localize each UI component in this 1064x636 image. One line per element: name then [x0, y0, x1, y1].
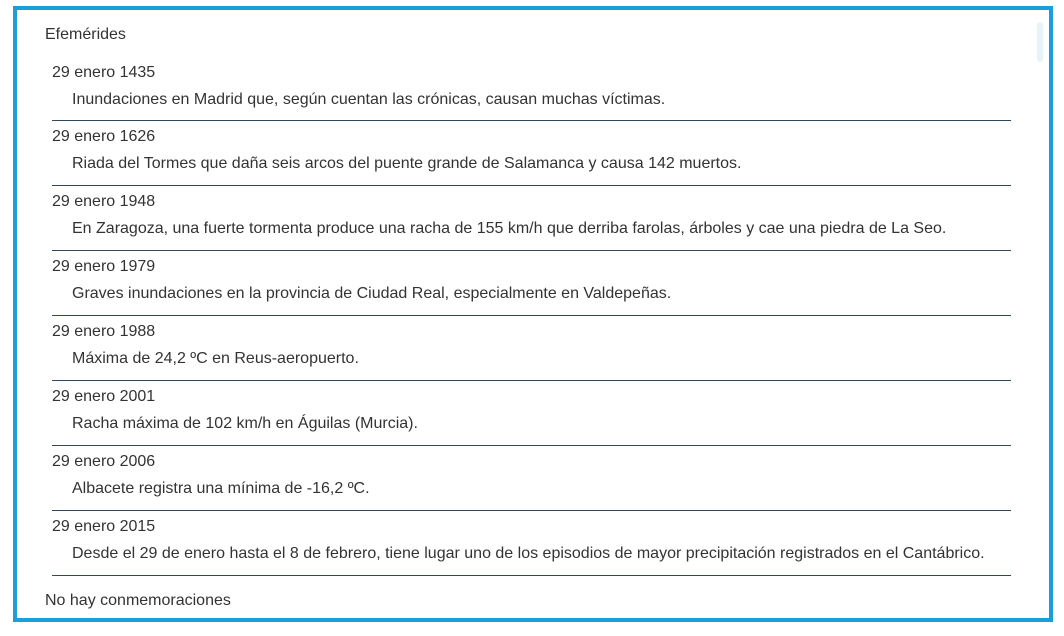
entry-description: Desde el 29 de enero hasta el 8 de febrero, tiene lugar uno de los episodios de mayor precipitación registrados en el Cantábrico.: [72, 545, 985, 562]
list-item: [52, 381, 1011, 446]
list-item: [52, 251, 1011, 316]
entry-date: 29 enero 1948: [52, 193, 156, 210]
entry-description: En Zaragoza, una fuerte tormenta produce una racha de 155 km/h que derriba farolas, árboles y cae una piedra de La Seo.: [72, 220, 947, 237]
efemerides-panel: [13, 6, 1053, 622]
efemerides-list: [52, 57, 1011, 576]
entry-date: 29 enero 1988: [52, 323, 156, 340]
entry-date: 29 enero 2015: [52, 518, 156, 535]
entry-date: 29 enero 2006: [52, 453, 156, 470]
entry-description: Racha máxima de 102 km/h en Águilas (Murcia).: [72, 415, 418, 432]
list-item: [52, 121, 1011, 186]
entry-date: 29 enero 1979: [52, 258, 156, 275]
list-item: [52, 446, 1011, 511]
scrollbar-track[interactable]: [1037, 22, 1043, 62]
entry-description: Máxima de 24,2 ºC en Reus-aeropuerto.: [72, 350, 359, 367]
list-item: [52, 57, 1011, 121]
entry-description: Inundaciones en Madrid que, según cuentan las crónicas, causan muchas víctimas.: [72, 91, 666, 108]
entry-date: 29 enero 2001: [52, 388, 156, 405]
no-commemorations-note: No hay conmemoraciones: [45, 592, 231, 609]
entry-description: Riada del Tormes que daña seis arcos del puente grande de Salamanca y causa 142 muertos.: [72, 155, 742, 172]
entry-description: Albacete registra una mínima de -16,2 ºC.: [72, 480, 370, 497]
entry-description: Graves inundaciones en la provincia de Ciudad Real, especialmente en Valdepeñas.: [72, 285, 672, 302]
entry-date: 29 enero 1435: [52, 64, 156, 81]
panel-title: Efemérides: [45, 26, 126, 43]
list-item: [52, 511, 1011, 576]
list-item: [52, 186, 1011, 251]
list-item: [52, 316, 1011, 381]
entry-date: 29 enero 1626: [52, 128, 156, 145]
